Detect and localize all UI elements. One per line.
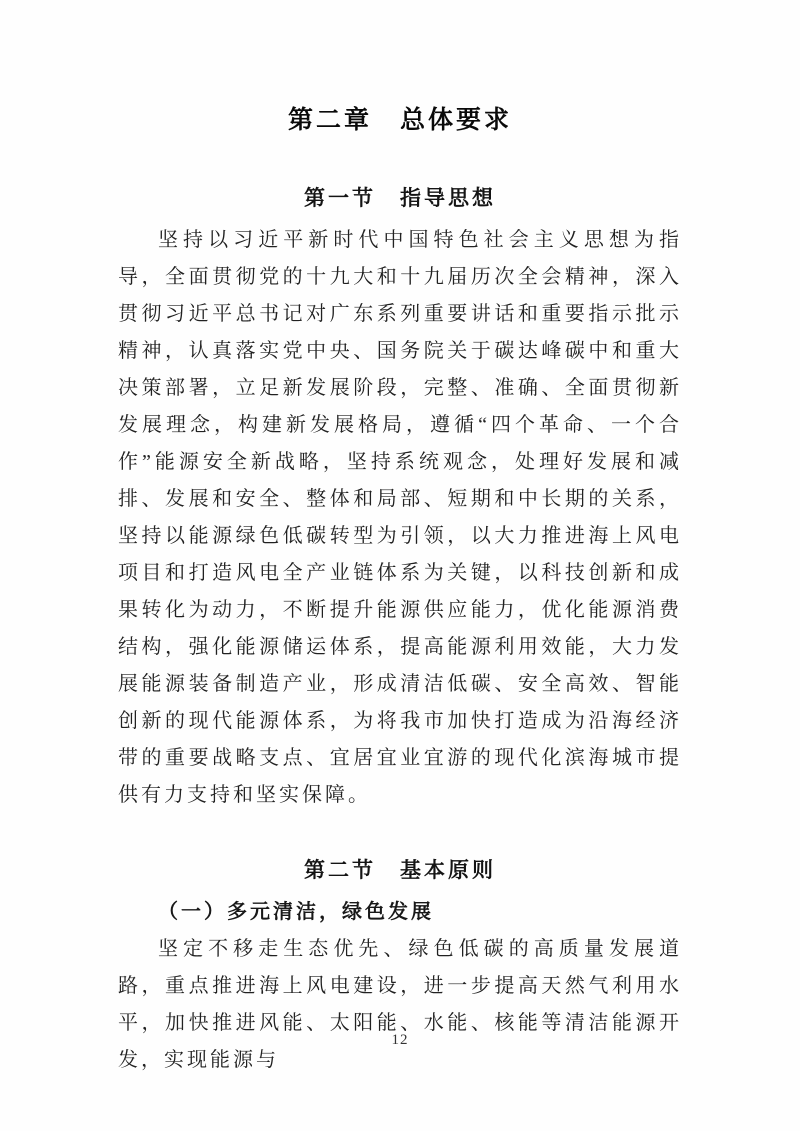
section-1-title: 第一节 指导思想: [304, 186, 496, 210]
section-2-title: 第二节 基本原则: [304, 858, 496, 882]
subsection-1-title: （一）多元清洁，绿色发展: [158, 901, 434, 923]
page-number: 12: [391, 1032, 409, 1048]
subsection-1-paragraph: 坚定不移走生态优先、绿色低碳的高质量发展道路，重点推进海上风电建设，进一步提高天然气利用水平，加快推进风能、太阳能、水能、核能等清洁能源开发，实现能源与: [118, 938, 682, 1071]
section-1-paragraph: 坚持以习近平新时代中国特色社会主义思想为指导，全面贯彻党的十九大和十九届历次全会精神，深入贯彻习近平总书记对广东系列重要讲话和重要指示批示精神，认真落实党中央、国务院关于碳达峰碳中和重大决策部署，立足新发展阶段，完整、准确、全面贯彻新发展理念，构建新发展格局，遵循“四个革命、一个合作”能源安全新战略，坚持系统观念，处理好发展和减排、发展和安全、整体和局部、短期和中长期的关系，坚持以能源绿色低碳转型为引领，以大力推进海上风电项目和打造风电全产业链体系为关键，以科技创新和成果转化为动力，不断提升能源供应能力，优化能源消费结构，强化能源储运体系，提高能源利用效能，大力发展能源装备制造产业，形成清洁低碳、安全高效、智能创新的现代能源体系，为将我市加快打造成为沿海经济带的重要战略支点、宜居宜业宜游的现代化滨海城市提供有力支持和坚实保障。: [118, 229, 682, 806]
chapter-title: 第二章 总体要求: [287, 106, 512, 134]
